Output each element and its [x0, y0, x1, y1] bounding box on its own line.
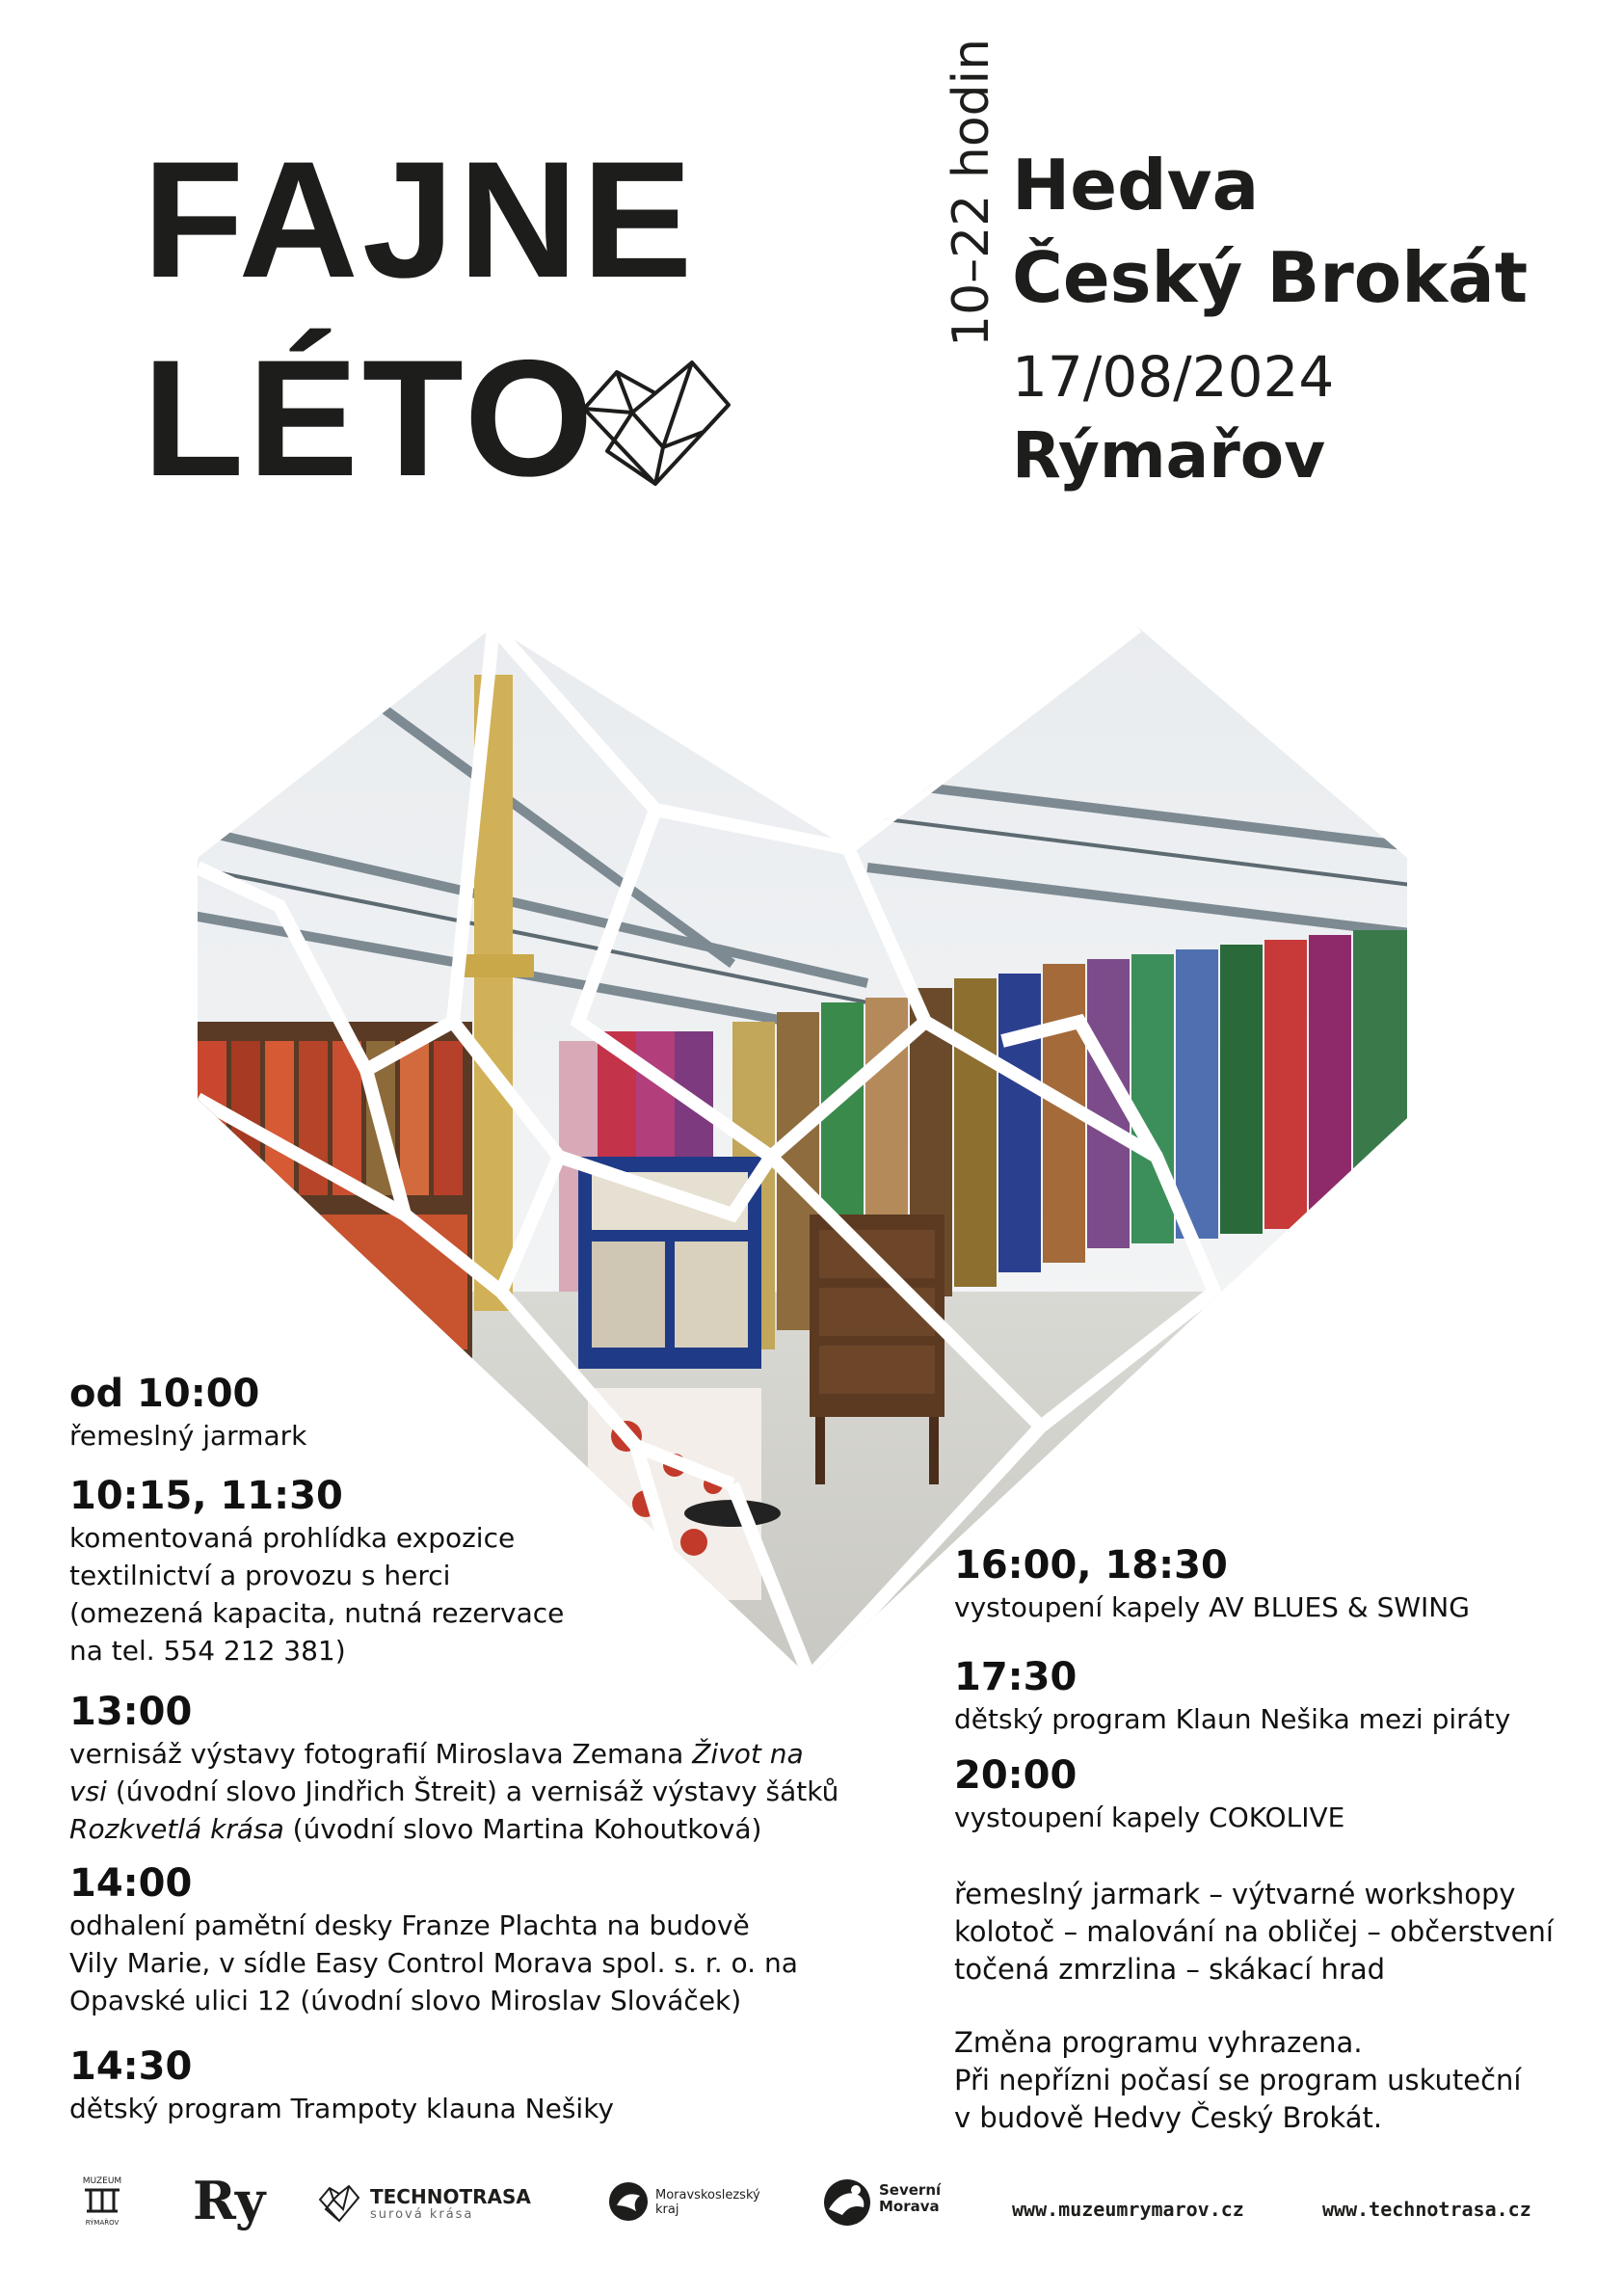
venue-line-2: Český Brokát	[1012, 237, 1529, 318]
slot-time: od 10:00	[69, 1372, 260, 1416]
slot-desc	[69, 1735, 879, 1848]
technotrasa-tagline: surová krása	[370, 2207, 474, 2222]
msk-logo-icon	[607, 2180, 650, 2223]
desc-part: (úvodní slovo Jindřich Štreit) a vernisáž výstavy šátků	[106, 1775, 839, 1807]
slot-desc: komentovaná prohlídka expozice textilnictví a provozu s herci (omezená kapacita, nutná rezervace na tel. 554 212 381)	[69, 1522, 565, 1667]
slot-time: 13:00	[69, 1690, 193, 1734]
msk-logo	[655, 2188, 760, 2217]
extras-text: řemeslný jarmark – výtvarné workshopy kolotoč – malování na obličej – občerstvení točená zmrzlina – skákací hrad	[954, 1878, 1554, 1986]
museum-logo-top: MUZEUM	[82, 2176, 122, 2186]
sm-line-1: Severní	[879, 2181, 942, 2199]
slot-time: 20:00	[954, 1753, 1078, 1798]
program-slot-3	[69, 1689, 937, 1848]
desc-part: (úvodní slovo Martina Kohoutková)	[283, 1813, 762, 1845]
museum-logo	[73, 2176, 131, 2227]
slot-time: 17:30	[954, 1655, 1078, 1699]
slot-time: 10:15, 11:30	[69, 1474, 343, 1518]
severni-morava-logo-icon	[821, 2176, 873, 2229]
notice-text: Změna programu vyhrazena. Při nepřízni počasí se program uskuteční v budově Hedvy Český Brokát.	[954, 2026, 1522, 2134]
event-date: 17/08/2024	[1012, 344, 1335, 410]
program-slot-8	[954, 1752, 1590, 1836]
msk-line-1: Moravskoslezský	[655, 2188, 760, 2203]
sm-line-2: Morava	[879, 2198, 940, 2215]
event-town: Rýmařov	[1012, 418, 1326, 493]
program-slot-2	[69, 1473, 802, 1669]
exhibition-title: Život na	[692, 1738, 804, 1770]
exhibition-title-2: Rozkvetlá krása	[69, 1813, 284, 1845]
desc-part: vernisáž výstavy fotografií Miroslava Zemana	[69, 1738, 693, 1770]
museum-logo-icon	[81, 2186, 123, 2215]
slot-time: 16:00, 18:30	[954, 1543, 1228, 1588]
program-slot-6	[954, 1542, 1590, 1626]
slot-desc: vystoupení kapely AV BLUES & SWING	[954, 1591, 1470, 1623]
ry-logo: Ry	[193, 2170, 266, 2231]
exhibition-title-end: vsi	[69, 1775, 107, 1807]
technotrasa-name: TECHNOTRASA	[370, 2185, 531, 2208]
slot-desc: dětský program Trampoty klauna Nešiky	[69, 2093, 614, 2124]
technotrasa-logo-icon	[318, 2184, 360, 2223]
website-link-technotrasa[interactable]: www.technotrasa.cz	[1322, 2198, 1531, 2221]
slot-time: 14:30	[69, 2044, 193, 2089]
slot-desc: odhalení pamětní desky Franze Plachta na budově Vily Marie, v sídle Easy Control Morava spol. s. r. o. na Opavské ulici 12 (úvodní slovo Miroslav Slováček)	[69, 1909, 798, 2016]
msk-line-2: kraj	[655, 2203, 679, 2217]
title-line-1: FAJNE	[143, 127, 697, 312]
program-slot-7	[954, 1654, 1590, 1738]
heart-outline-icon	[578, 355, 732, 490]
slot-desc: vystoupení kapely COKOLIVE	[954, 1802, 1345, 1833]
website-link-museum[interactable]: www.muzeumrymarov.cz	[1012, 2198, 1244, 2221]
program-slot-5	[69, 2043, 937, 2127]
slot-desc: dětský program Klaun Nešika mezi piráty	[954, 1703, 1511, 1735]
program-slot-4	[69, 1860, 937, 2019]
slot-desc: řemeslný jarmark	[69, 1420, 307, 1452]
hours-text: 10–22 hodin	[943, 38, 1000, 347]
program-slot-1	[69, 1371, 802, 1455]
venue-line-1: Hedva	[1012, 145, 1260, 226]
severni-morava-logo	[879, 2182, 941, 2215]
technotrasa-logo	[370, 2186, 531, 2222]
museum-logo-bottom: RÝMAŘOV	[85, 2219, 120, 2227]
title-line-2: LÉTO	[143, 326, 598, 511]
slot-time: 14:00	[69, 1861, 193, 1906]
